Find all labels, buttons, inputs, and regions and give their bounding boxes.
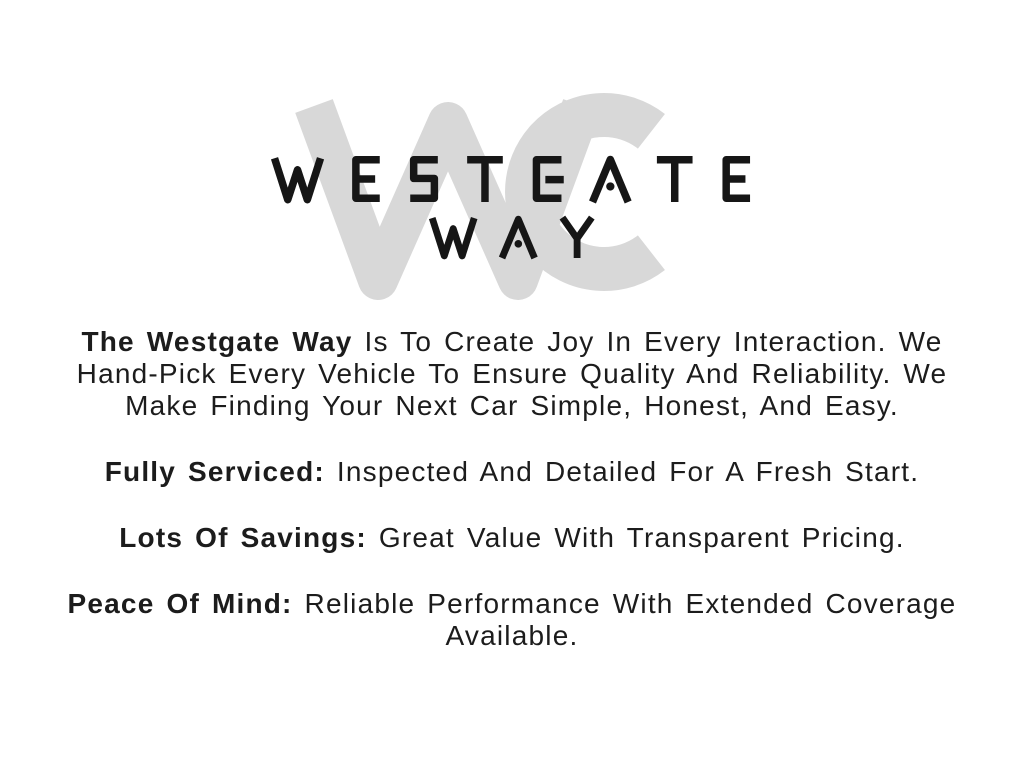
point-lots-of-savings: [8, 522, 1016, 554]
intro-line2: Hand-Pick Every Vehicle To Ensure Quality And Reliability. We: [76, 358, 948, 389]
point-text-line2: Available.: [445, 620, 579, 651]
point-label: Peace Of Mind:: [67, 588, 293, 619]
point-text: Inspected And Detailed For A Fresh Start.: [324, 456, 920, 487]
point-text: Great Value With Transparent Pricing.: [366, 522, 905, 553]
intro-line1-rest: Is To Create Joy In Every Interaction. We: [352, 326, 943, 357]
intro-paragraph: [8, 326, 1016, 422]
point-label: Fully Serviced:: [104, 456, 325, 487]
point-fully-serviced: [8, 456, 1016, 488]
logo: [0, 0, 1024, 304]
intro-lead: The Westgate Way: [81, 326, 353, 357]
point-text: Reliable Performance With Extended Coverage: [292, 588, 957, 619]
point-label: Lots Of Savings:: [119, 522, 367, 553]
brand-copy: [8, 326, 1016, 652]
westgate-way-logo: [252, 92, 772, 304]
intro-line3: Make Finding Your Next Car Simple, Honest, And Easy.: [125, 390, 899, 421]
point-peace-of-mind: [8, 588, 1016, 652]
